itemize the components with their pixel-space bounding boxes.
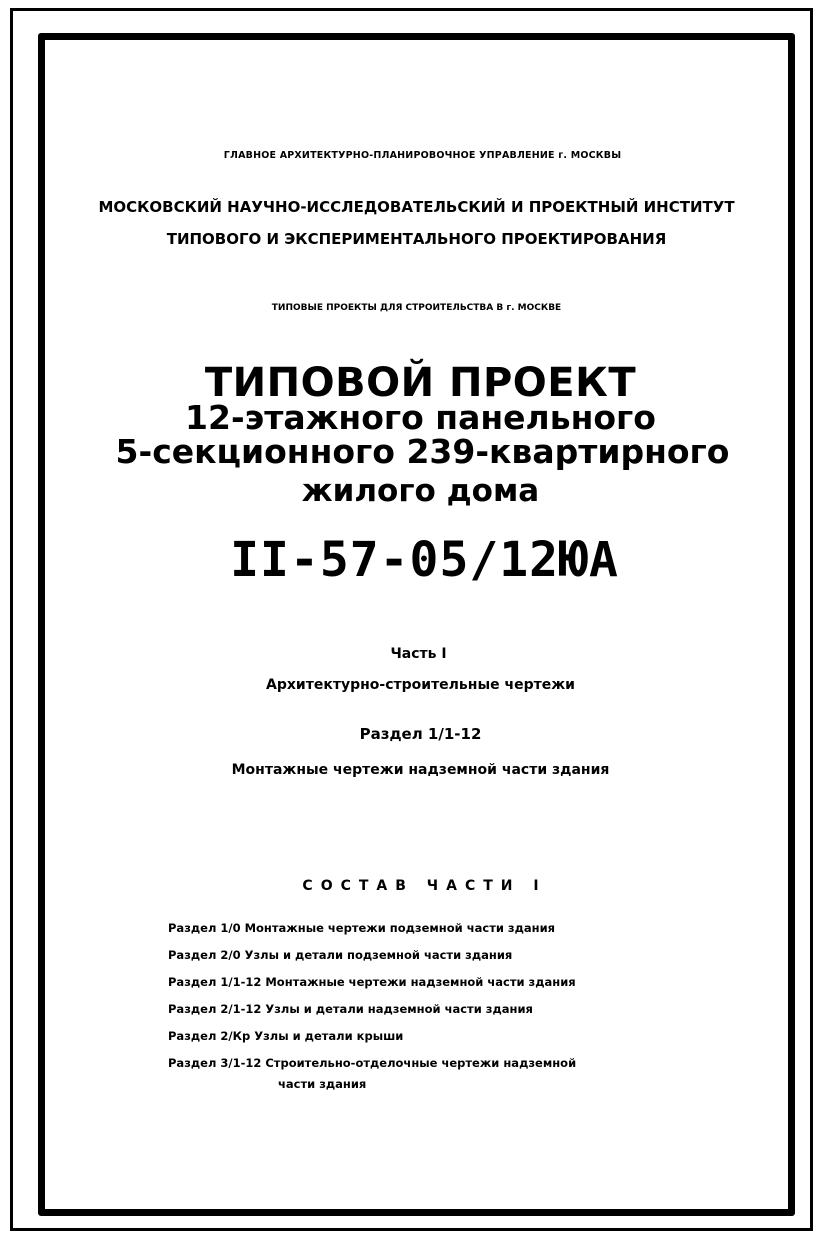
contents-item-continuation: части здания xyxy=(278,1077,367,1091)
contents-item-text: Раздел 2/1-12 Узлы и детали надземной части здания xyxy=(168,1002,533,1016)
document-title: ТИПОВОЙ ПРОЕКТ xyxy=(204,360,637,406)
contents-item xyxy=(168,1026,668,1053)
project-code: II-57-05/12ЮА xyxy=(230,532,619,588)
contents-item xyxy=(168,1053,668,1101)
contents-item-text: Раздел 2/0 Узлы и детали подземной части здания xyxy=(168,948,513,962)
contents-item-text: Раздел 3/1-12 Строительно-отделочные чертежи надземной xyxy=(168,1056,577,1070)
contents-item-text: Раздел 1/0 Монтажные чертежи подземной части здания xyxy=(168,921,556,935)
administration-heading: ГЛАВНОЕ АРХИТЕКТУРНО-ПЛАНИРОВОЧНОЕ УПРАВЛЕНИЕ г. МОСКВЫ xyxy=(223,150,622,161)
contents-item xyxy=(168,918,668,945)
part-number: Часть I xyxy=(390,646,447,662)
contents-item xyxy=(168,999,668,1026)
contents-item xyxy=(168,945,668,972)
contents-heading: СОСТАВ ЧАСТИ I xyxy=(302,878,547,894)
series-heading: ТИПОВЫЕ ПРОЕКТЫ ДЛЯ СТРОИТЕЛЬСТВА В г. МОСКВЕ xyxy=(271,303,562,313)
title-floors: 12-этажного панельного xyxy=(185,398,656,437)
section-name: Монтажные чертежи надземной части здания xyxy=(231,762,610,778)
contents-list xyxy=(168,918,668,1101)
institute-name-line1: МОСКОВСКИЙ НАУЧНО-ИССЛЕДОВАТЕЛЬСКИЙ И ПРОЕКТНЫЙ ИНСТИТУТ xyxy=(98,198,735,216)
title-building: жилого дома xyxy=(301,473,540,509)
part-name: Архитектурно-строительные чертежи xyxy=(266,677,575,693)
section-number: Раздел 1/1-12 xyxy=(359,725,482,743)
contents-item-text: Раздел 1/1-12 Монтажные чертежи надземной части здания xyxy=(168,975,576,989)
institute-name-line2: ТИПОВОГО И ЭКСПЕРИМЕНТАЛЬНОГО ПРОЕКТИРОВАНИЯ xyxy=(166,230,667,248)
contents-item-text: Раздел 2/Кр Узлы и детали крыши xyxy=(168,1029,404,1043)
title-sections: 5-секционного 239-квартирного xyxy=(115,432,730,471)
contents-item xyxy=(168,972,668,999)
